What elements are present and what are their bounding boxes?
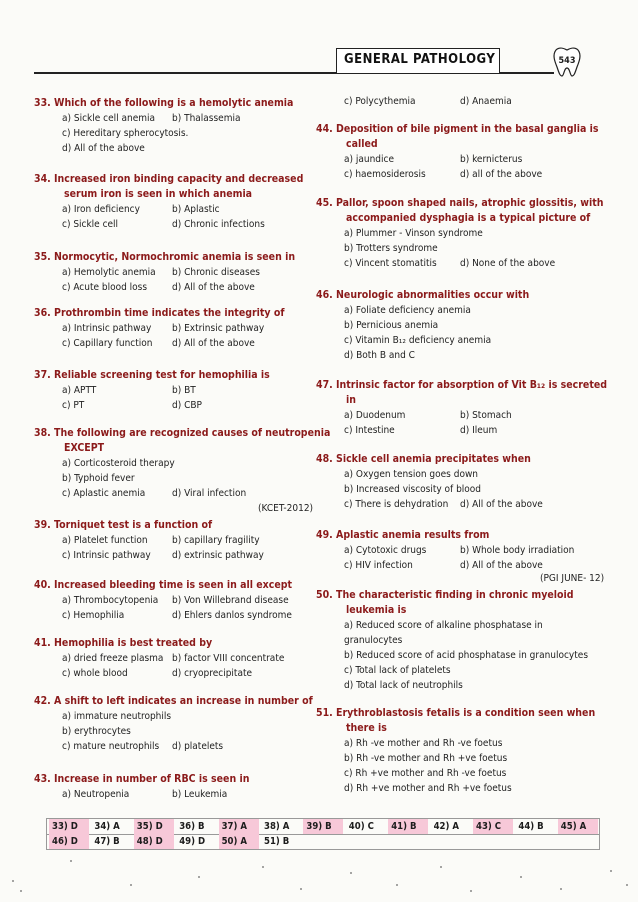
option: a) APTT	[62, 385, 97, 396]
option: b) Rh -ve mother and Rh +ve foetus	[344, 753, 508, 764]
option: b) Reduced score of acid phosphatase in granulocytes	[344, 650, 589, 661]
question-line: Aplastic anemia results from	[336, 529, 490, 541]
option: a) jaundice	[344, 154, 394, 165]
question-number: 49.	[316, 529, 337, 541]
option: c) mature neutrophils	[62, 741, 160, 752]
option: a) Intrinsic pathway	[62, 323, 152, 334]
answer-cell: 45) A	[558, 819, 598, 834]
question-text	[34, 172, 303, 187]
question-line: The following are recognized causes of neutropenia	[54, 427, 331, 439]
question-line: Erythroblastosis fetalis is a condition seen when	[336, 707, 596, 719]
question-number: 34.	[34, 173, 55, 185]
option: d) Ileum	[460, 425, 498, 436]
option: d) Anaemia	[460, 96, 512, 107]
answer-cell: 42) A	[433, 821, 459, 832]
option: c) Aplastic anemia	[62, 488, 146, 499]
question-number: 51.	[316, 707, 337, 719]
question-line: Normocytic, Normochromic anemia is seen in	[54, 251, 296, 263]
option: a) Iron deficiency	[62, 204, 140, 215]
answer-cell: 43) C	[473, 819, 513, 834]
question-text	[34, 426, 330, 441]
option: d) All of the above	[172, 282, 255, 293]
question-line: Pallor, spoon shaped nails, atrophic glossitis, with	[336, 197, 604, 209]
question-text: in	[346, 394, 356, 406]
option: granulocytes	[344, 635, 403, 646]
page-title: GENERAL PATHOLOGY	[344, 52, 496, 67]
answer-cell: 48) D	[134, 834, 174, 849]
question-number: 41.	[34, 637, 55, 649]
question-line: Increased iron binding capacity and decreased	[54, 173, 304, 185]
option: a) Rh -ve mother and Rh -ve foetus	[344, 738, 503, 749]
question-number: 37.	[34, 369, 55, 381]
option: b) Stomach	[460, 410, 512, 421]
option: d) All of the above	[460, 560, 543, 571]
answer-cell: 37) A	[219, 819, 259, 834]
option: b) Increased viscosity of blood	[344, 484, 482, 495]
option: a) dried freeze plasma	[62, 653, 164, 664]
option: c) There is dehydration	[344, 499, 449, 510]
answer-key-row	[47, 834, 599, 849]
question-text: there is	[346, 722, 387, 734]
scan-speck	[20, 890, 22, 892]
answer-cell: 50) A	[219, 834, 259, 849]
scan-speck	[70, 860, 72, 862]
option: b) Trotters syndrome	[344, 243, 438, 254]
question-number: 43.	[34, 773, 55, 785]
question-number: 42.	[34, 695, 55, 707]
option: b) BT	[172, 385, 196, 396]
question-line: A shift to left indicates an increase in number of	[54, 695, 313, 707]
scan-speck	[560, 888, 562, 890]
question-line: The characteristic finding in chronic myeloid	[336, 589, 574, 601]
question-text	[34, 518, 212, 533]
option: a) Oxygen tension goes down	[344, 469, 479, 480]
question-text: serum iron is seen in which anemia	[64, 188, 253, 200]
option: c) Intrinsic pathway	[62, 550, 151, 561]
option: d) Total lack of neutrophils	[344, 680, 463, 691]
option: b) kernicterus	[460, 154, 523, 165]
scan-speck	[130, 884, 132, 886]
question-text	[34, 250, 295, 265]
option: d) all of the above	[460, 169, 543, 180]
question-number: 40.	[34, 579, 55, 591]
option: c) Vitamin B₁₂ deficiency anemia	[344, 335, 492, 346]
option: b) factor VIII concentrate	[172, 653, 285, 664]
option: b) Thalassemia	[172, 113, 241, 124]
option: d) All of the above	[460, 499, 543, 510]
option: d) Viral infection	[172, 488, 247, 499]
option: c) Intestine	[344, 425, 395, 436]
question-text: leukemia is	[346, 604, 407, 616]
option: a) Corticosteroid therapy	[62, 458, 175, 469]
option: d) All of the above	[172, 338, 255, 349]
question-number: 33.	[34, 97, 55, 109]
option: a) Cytotoxic drugs	[344, 545, 427, 556]
scan-speck	[350, 872, 352, 874]
question-line: Increased bleeding time is seen in all except	[54, 579, 293, 591]
answer-cell: 36) B	[179, 821, 205, 832]
answer-cell: 51) B	[264, 836, 290, 847]
question-text	[34, 368, 270, 383]
scan-speck	[440, 866, 442, 868]
scan-speck	[12, 880, 14, 882]
question-text	[316, 378, 607, 393]
option: d) Ehlers danlos syndrome	[172, 610, 292, 621]
option: c) Capillary function	[62, 338, 153, 349]
option: b) Pernicious anemia	[344, 320, 439, 331]
option: a) Duodenum	[344, 410, 406, 421]
option: a) Platelet function	[62, 535, 148, 546]
option: d) None of the above	[460, 258, 556, 269]
option: a) Sickle cell anemia	[62, 113, 156, 124]
scan-speck	[610, 870, 612, 872]
question-text: accompanied dysphagia is a typical picture of	[346, 212, 591, 224]
option: b) Extrinsic pathway	[172, 323, 265, 334]
question-line: Hemophilia is best treated by	[54, 637, 213, 649]
question-line: Increase in number of RBC is seen in	[54, 773, 250, 785]
answer-cell: 47) B	[94, 836, 120, 847]
question-text	[316, 196, 603, 211]
option: d) cryoprecipitate	[172, 668, 253, 679]
answer-cell: 38) A	[264, 821, 290, 832]
question-line: Sickle cell anemia precipitates when	[336, 453, 531, 465]
option: b) Whole body irradiation	[460, 545, 575, 556]
question-number: 39.	[34, 519, 55, 531]
source-note: (PGI JUNE- 12)	[540, 573, 605, 584]
option: b) Aplastic	[172, 204, 220, 215]
option: c) Hereditary spherocytosis.	[62, 128, 189, 139]
question-number: 36.	[34, 307, 55, 319]
option: b) erythrocytes	[62, 726, 131, 737]
question-text	[316, 706, 595, 721]
option: b) Von Willebrand disease	[172, 595, 289, 606]
scan-speck	[300, 888, 302, 890]
question-number: 47.	[316, 379, 337, 391]
question-number: 44.	[316, 123, 337, 135]
answer-key-row	[47, 819, 599, 835]
question-line: Prothrombin time indicates the integrity of	[54, 307, 285, 319]
option: c) Hemophilia	[62, 610, 125, 621]
question-text: EXCEPT	[64, 442, 105, 454]
option: d) Rh +ve mother and Rh +ve foetus	[344, 783, 512, 794]
question-line: Neurologic abnormalities occur with	[336, 289, 530, 301]
scan-speck	[198, 876, 200, 878]
option: d) extrinsic pathway	[172, 550, 264, 561]
answer-cell: 46) D	[49, 834, 89, 849]
answer-cell: 44) B	[518, 821, 544, 832]
answer-cell: 34) A	[94, 821, 120, 832]
answer-key	[46, 818, 600, 850]
option: a) Foliate deficiency anemia	[344, 305, 471, 316]
option: a) Hemolytic anemia	[62, 267, 156, 278]
question-text	[34, 636, 212, 651]
question-text	[316, 588, 574, 603]
question-text	[316, 122, 598, 137]
option: d) Both B and C	[344, 350, 415, 361]
option: c) Sickle cell	[62, 219, 119, 230]
question-text	[34, 772, 249, 787]
question-number: 45.	[316, 197, 337, 209]
question-line: Torniquet test is a function of	[54, 519, 213, 531]
option: a) Neutropenia	[62, 789, 130, 800]
option: b) Leukemia	[172, 789, 228, 800]
option: c) Acute blood loss	[62, 282, 148, 293]
question-number: 38.	[34, 427, 55, 439]
scan-speck	[262, 866, 264, 868]
option: d) All of the above	[62, 143, 145, 154]
scan-speck	[396, 884, 398, 886]
option: c) whole blood	[62, 668, 128, 679]
page-number: 543	[558, 56, 576, 66]
question-number: 35.	[34, 251, 55, 263]
question-text	[34, 578, 292, 593]
answer-cell: 39) B	[303, 819, 343, 834]
scan-speck	[470, 890, 472, 892]
option: b) Chronic diseases	[172, 267, 260, 278]
option: b) capillary fragility	[172, 535, 260, 546]
question-text	[316, 452, 531, 467]
answer-cell: 49) D	[179, 836, 206, 847]
question-line: Which of the following is a hemolytic anemia	[54, 97, 294, 109]
option: c) Total lack of platelets	[344, 665, 451, 676]
source-note: (KCET-2012)	[258, 503, 314, 514]
question-text: called	[346, 138, 378, 150]
scan-speck	[626, 884, 628, 886]
option: c) Vincent stomatitis	[344, 258, 437, 269]
option: c) haemosiderosis	[344, 169, 426, 180]
option: c) PT	[62, 400, 85, 411]
option: d) CBP	[172, 400, 202, 411]
option: a) immature neutrophils	[62, 711, 172, 722]
option: d) platelets	[172, 741, 224, 752]
option: a) Reduced score of alkaline phosphatase in	[344, 620, 543, 631]
option: d) Chronic infections	[172, 219, 265, 230]
question-text	[34, 306, 284, 321]
option: c) Rh +ve mother and Rh -ve foetus	[344, 768, 507, 779]
answer-cell: 33) D	[49, 819, 89, 834]
option: b) Typhoid fever	[62, 473, 135, 484]
option: a) Plummer - Vinson syndrome	[344, 228, 483, 239]
question-number: 46.	[316, 289, 337, 301]
question-line: Reliable screening test for hemophilia is	[54, 369, 270, 381]
question-number: 50.	[316, 589, 337, 601]
scan-speck	[520, 876, 522, 878]
question-number: 48.	[316, 453, 337, 465]
question-text	[34, 694, 313, 709]
question-text	[316, 528, 489, 543]
answer-cell: 40) C	[348, 821, 374, 832]
option: c) HIV infection	[344, 560, 413, 571]
option: a) Thrombocytopenia	[62, 595, 159, 606]
question-line: Deposition of bile pigment in the basal ganglia is	[336, 123, 599, 135]
answer-cell: 41) B	[388, 819, 428, 834]
answer-cell: 35) D	[134, 819, 174, 834]
question-text	[316, 288, 529, 303]
option: c) Polycythemia	[344, 96, 416, 107]
question-line: Intrinsic factor for absorption of Vit B₁₂ is secreted	[336, 379, 608, 391]
question-text	[34, 96, 293, 111]
